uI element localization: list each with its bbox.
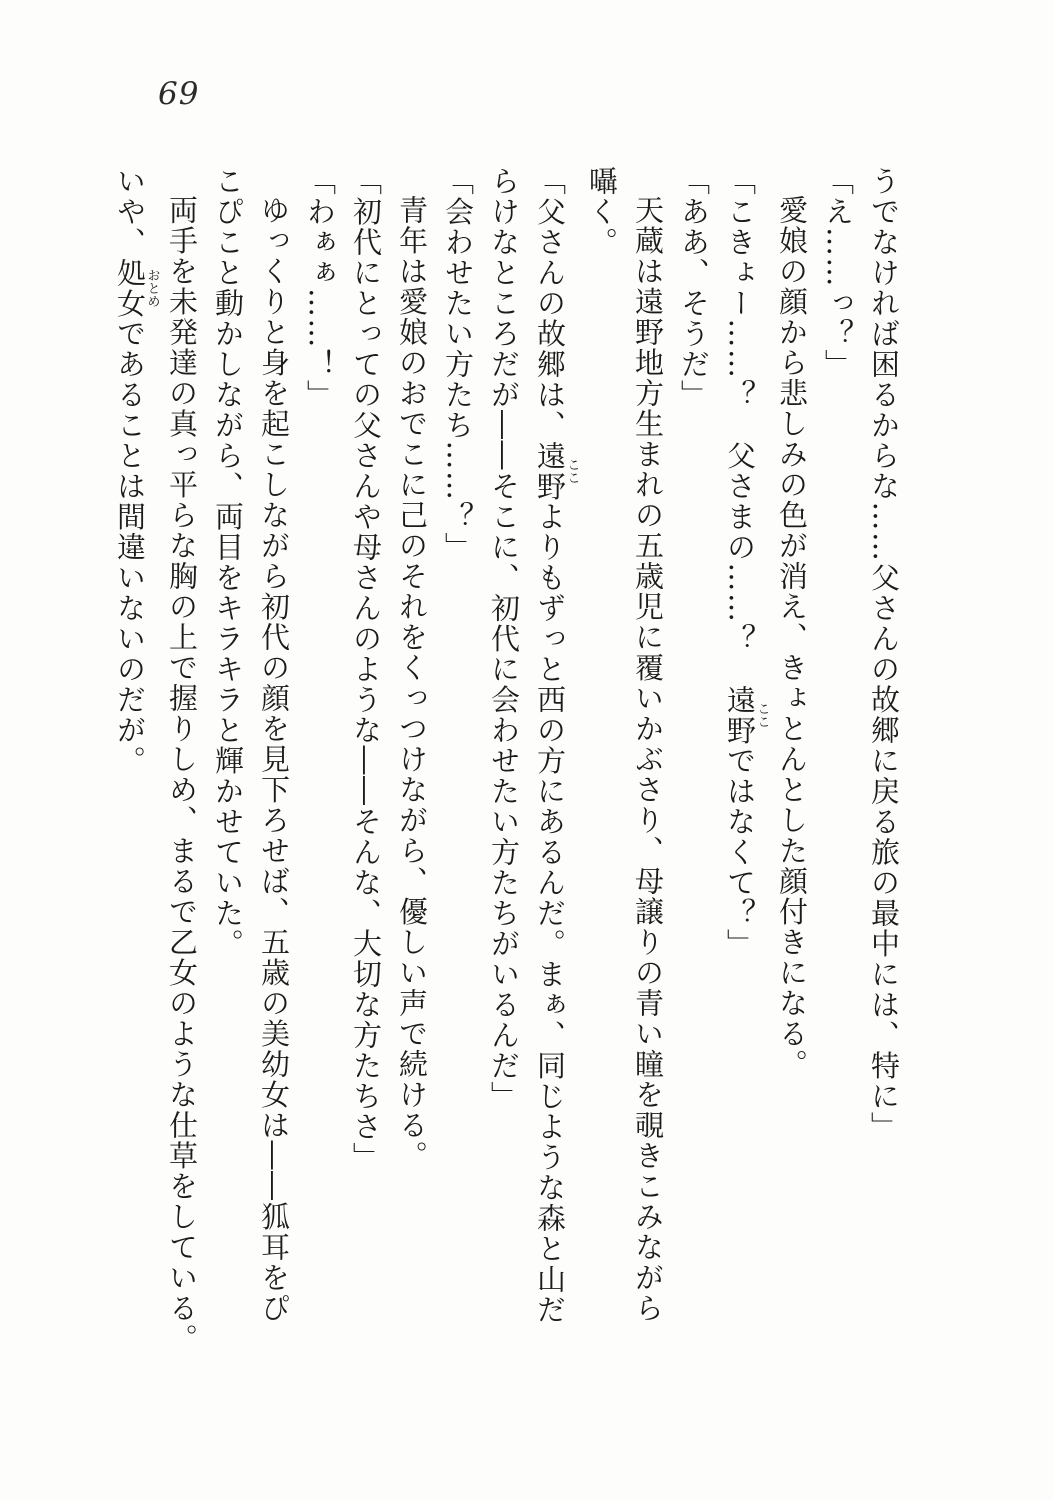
furigana-ruby: 遠野ここ: [723, 684, 770, 746]
text-line-16: 両手を未発達の真っ平らな胸の上で握りしめ、まるで乙女のような仕草をしている。: [165, 195, 199, 1354]
text-line-9: らけなところだが――そこに、初代に会わせたい方たちがいるんだ」: [487, 166, 521, 1112]
text-line-12: 「初代にとっての父さんや母さんのような――そんな、大切な方たちさ」: [349, 166, 383, 1173]
text-line-7: 囁く。: [585, 166, 619, 258]
text-line-3: 愛娘の顔から悲しみの色が消え、きょとんとした顔付きになる。: [775, 195, 809, 1080]
text-line-10: 「会わせたい方たち……？」: [441, 166, 475, 563]
text-line-15: こぴこと動かしながら、両目をキラキラと輝かせていた。: [211, 166, 245, 959]
vertical-text-block: [107, 166, 907, 1376]
text-line-2: 「え……っ？」: [821, 166, 855, 380]
text-line-4: 「こきょー……？ 父さまの……？ 遠野ここではなくて？」: [723, 166, 770, 959]
text-line-13: 「わぁぁ……！」: [303, 166, 337, 410]
text-line-1: うでなければ困るからな……父さんの故郷に戻る旅の最中には、特に」: [867, 166, 901, 1142]
furigana-ruby: 処女おとめ: [113, 257, 160, 319]
text-line-11: 青年は愛娘のおでこに己のそれをくっつけながら、優しい声で続ける。: [395, 195, 429, 1171]
page-number: 69: [158, 76, 200, 112]
text-line-17: いや、処女おとめであることは間違いないのだが。: [113, 166, 160, 776]
text-line-14: ゆっくりと身を起こしながら初代の顔を見下ろせば、五歳の美幼女は――狐耳をぴ: [257, 195, 291, 1324]
text-line-5: 「ああ、そうだ」: [677, 166, 711, 410]
text-line-8: 「父さんの故郷は、遠野ここよりもずっと西の方にあるんだ。まぁ、同じような森と山だ: [533, 166, 580, 1325]
furigana-ruby: 遠野ここ: [533, 440, 580, 502]
text-line-6: 天蔵は遠野地方生まれの五歳児に覆いかぶさり、母譲りの青い瞳を覗きこみながら: [631, 195, 665, 1324]
